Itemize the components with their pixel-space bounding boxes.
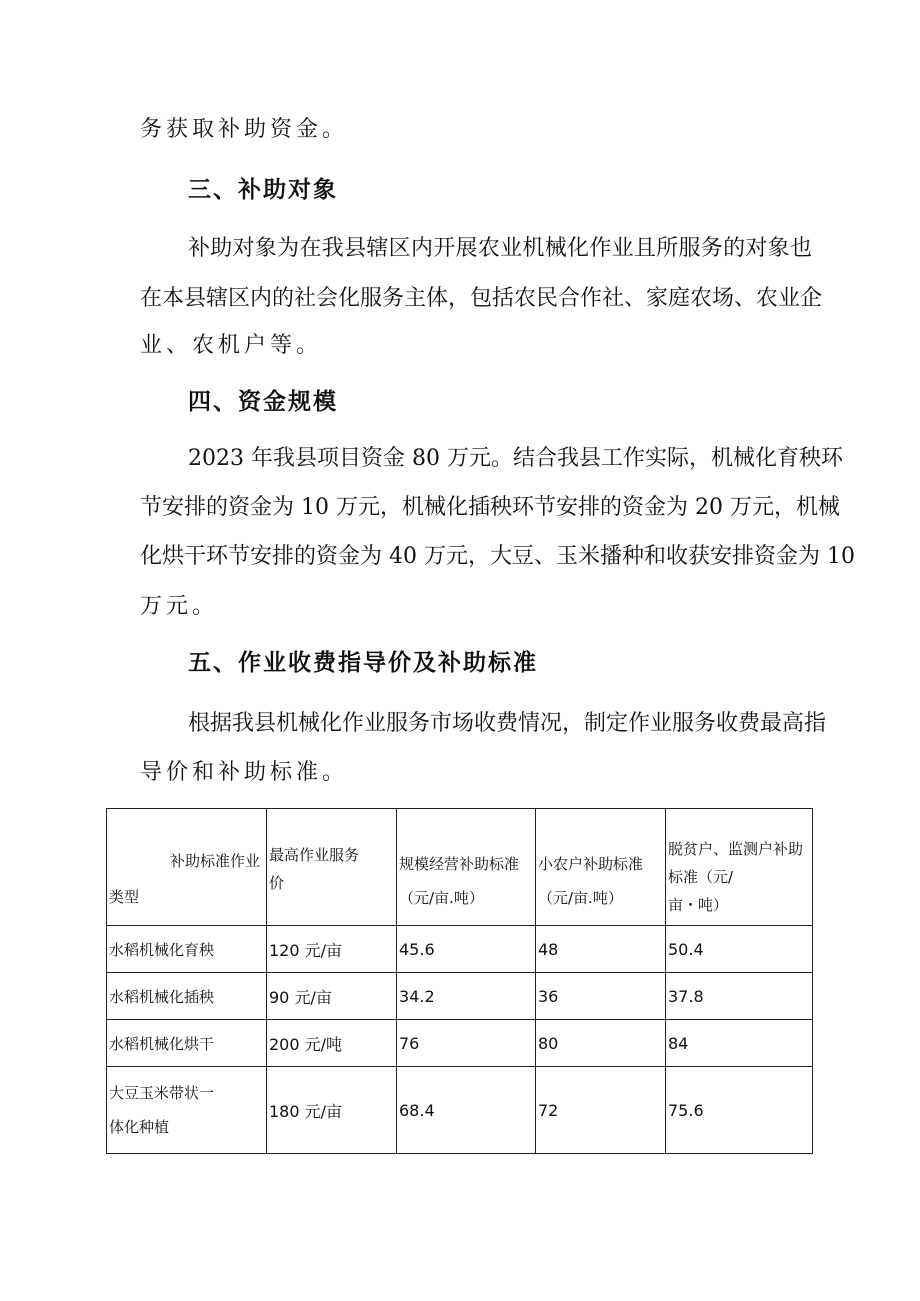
table-row [107, 1067, 813, 1154]
header-poverty-line-2: 标准（元/ [668, 868, 734, 886]
cell-operation-type-line-1: 大豆玉米带状一 [109, 1084, 215, 1102]
header-small-farmer-line-1: 小农户补助标准 [538, 855, 644, 873]
cell-poverty-subsidy: 50.4 [666, 926, 813, 973]
header-scale-operation-subsidy [397, 809, 536, 926]
table-row [107, 1020, 813, 1067]
header-poverty-line-3: 亩・吨） [668, 896, 729, 914]
cell-max-price: 120 元/亩 [267, 926, 397, 973]
cell-operation-type [107, 1067, 267, 1154]
paragraph-3-line-1: 补助对象为在我县辖区内开展农业机械化作业且所服务的对象也 [188, 236, 812, 261]
header-poverty-line-1: 脱贫户、监测户补助 [668, 840, 804, 858]
section-heading-3: 三、补助对象 [188, 177, 338, 203]
header-max-service-price [267, 809, 397, 926]
paragraph-4-line-3: 化烘干环节安排的资金为 40 万元，大豆、玉米播种和收获安排资金为 10 [140, 544, 855, 569]
subsidy-standard-table [106, 808, 813, 1154]
cell-scale-subsidy: 34.2 [397, 973, 536, 1020]
cell-scale-subsidy: 76 [397, 1020, 536, 1067]
header-max-price-line-1: 最高作业服务 [269, 846, 360, 864]
paragraph-5-line-2: 导价和补助标准。 [140, 760, 349, 785]
section-heading-5: 五、作业收费指导价及补助标准 [188, 650, 538, 676]
cell-max-price: 90 元/亩 [267, 973, 397, 1020]
paragraph-4-line-1: 2023 年我县项目资金 80 万元。结合我县工作实际，机械化育秧环 [188, 446, 843, 471]
table-row [107, 973, 813, 1020]
section-heading-4: 四、资金规模 [188, 389, 338, 415]
cell-max-price: 180 元/亩 [267, 1067, 397, 1154]
header-small-farmer-subsidy [536, 809, 666, 926]
header-scale-subsidy-line-2: （元/亩.吨） [399, 889, 484, 907]
cell-small-farmer-subsidy: 72 [536, 1067, 666, 1154]
cell-poverty-subsidy: 84 [666, 1020, 813, 1067]
header-operation-type [107, 809, 267, 926]
cell-max-price: 200 元/吨 [267, 1020, 397, 1067]
paragraph-3-line-2: 在本县辖区内的社会化服务主体，包括农民合作社、家庭农场、农业企 [140, 286, 823, 311]
paragraph-4-line-2: 节安排的资金为 10 万元，机械化插秧环节安排的资金为 20 万元，机械 [140, 495, 840, 520]
cell-poverty-subsidy: 37.8 [666, 973, 813, 1020]
header-poverty-household-subsidy [666, 809, 813, 926]
cell-small-farmer-subsidy: 36 [536, 973, 666, 1020]
cell-small-farmer-subsidy: 48 [536, 926, 666, 973]
paragraph-5-line-1: 根据我县机械化作业服务市场收费情况，制定作业服务收费最高指 [188, 711, 827, 736]
header-operation-type-line-2: 类型 [109, 888, 140, 906]
table-row [107, 926, 813, 973]
header-small-farmer-line-2: （元/亩.吨） [538, 889, 623, 907]
cell-operation-type: 水稻机械化插秧 [107, 973, 267, 1020]
cell-scale-subsidy: 68.4 [397, 1067, 536, 1154]
header-max-price-line-2: 价 [269, 874, 285, 892]
table-header-row [107, 809, 813, 926]
header-scale-subsidy-line-1: 规模经营补助标准 [399, 855, 520, 873]
header-operation-type-line-1: 补助标准作业 [169, 852, 260, 870]
cell-scale-subsidy: 45.6 [397, 926, 536, 973]
paragraph-continuation: 务获取补助资金。 [140, 117, 349, 142]
cell-operation-type: 水稻机械化育秧 [107, 926, 267, 973]
cell-operation-type-line-2: 体化种植 [109, 1118, 170, 1136]
cell-operation-type: 水稻机械化烘干 [107, 1020, 267, 1067]
cell-poverty-subsidy: 75.6 [666, 1067, 813, 1154]
paragraph-3-line-3: 业、农机户等。 [140, 333, 323, 358]
cell-small-farmer-subsidy: 80 [536, 1020, 666, 1067]
paragraph-4-line-4: 万元。 [140, 594, 219, 619]
